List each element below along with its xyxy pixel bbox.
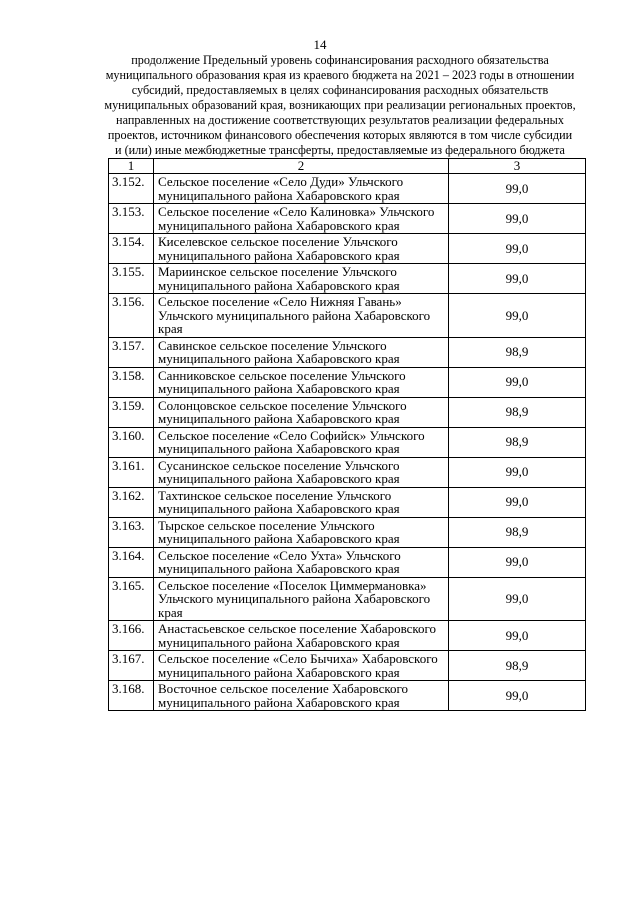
cofinancing-level: 98,9 [449,397,586,427]
table-row [109,397,586,427]
municipality-name: Сельское поселение «Село Бычиха» Хабаровского муниципального района Хабаровского края [154,651,449,681]
cofinancing-level: 99,0 [449,294,586,338]
row-number: 3.168. [109,681,154,711]
cofinancing-level: 98,9 [449,337,586,367]
row-number: 3.161. [109,457,154,487]
cofinancing-level: 98,9 [449,427,586,457]
row-number: 3.166. [109,621,154,651]
table-body [109,174,586,711]
cofinancing-level: 98,9 [449,651,586,681]
cofinancing-level: 99,0 [449,234,586,264]
municipality-name: Савинское сельское поселение Ульчского муниципального района Хабаровского края [154,337,449,367]
row-number: 3.152. [109,174,154,204]
cofinancing-level: 99,0 [449,577,586,621]
row-number: 3.164. [109,547,154,577]
table-heading [100,53,580,158]
column-header-number: 1 [109,159,154,174]
municipality-name: Мариинское сельское поселение Ульчского муниципального района Хабаровского края [154,264,449,294]
header-row [109,159,586,174]
row-number: 3.163. [109,517,154,547]
municipality-name: Санниковское сельское поселение Ульчского муниципального района Хабаровского края [154,367,449,397]
column-header-name: 2 [154,159,449,174]
table-row [109,294,586,338]
cofinancing-level: 99,0 [449,457,586,487]
municipality-name: Сельское поселение «Село Калиновка» Ульчского муниципального района Хабаровского края [154,204,449,234]
row-number: 3.160. [109,427,154,457]
row-number: 3.156. [109,294,154,338]
table-row [109,367,586,397]
cofinancing-level: 99,0 [449,621,586,651]
table-row [109,547,586,577]
table-row [109,427,586,457]
heading-line: проектов, источником финансового обеспечения которых являются в том числе субсидии [107,128,573,142]
row-number: 3.155. [109,264,154,294]
municipality-name: Сельское поселение «Поселок Циммермановка» Ульчского муниципального района Хабаровского края [154,577,449,621]
row-number: 3.158. [109,367,154,397]
row-number: 3.162. [109,487,154,517]
heading-line: муниципального образования края из краевого бюджета на 2021 – 2023 годы в отношении [105,68,575,82]
municipality-name: Киселевское сельское поселение Ульчского муниципального района Хабаровского края [154,234,449,264]
municipality-name: Тырское сельское поселение Ульчского муниципального района Хабаровского края [154,517,449,547]
row-number: 3.154. [109,234,154,264]
municipality-name: Солонцовское сельское поселение Ульчского муниципального района Хабаровского края [154,397,449,427]
municipality-name: Сельское поселение «Село Нижняя Гавань» Ульчского муниципального района Хабаровского края [154,294,449,338]
table-row [109,621,586,651]
municipality-name: Анастасьевское сельское поселение Хабаровского муниципального района Хабаровского края [154,621,449,651]
heading-line: муниципальных образований края, возникающих при реализации региональных проектов, [104,98,576,112]
table-row [109,264,586,294]
row-number: 3.157. [109,337,154,367]
row-number: 3.167. [109,651,154,681]
municipality-name: Восточное сельское поселение Хабаровского муниципального района Хабаровского края [154,681,449,711]
table-row [109,174,586,204]
cofinancing-level: 99,0 [449,487,586,517]
table-row [109,517,586,547]
cofinancing-level: 99,0 [449,204,586,234]
heading-line: и (или) иные межбюджетные трансферты, предоставляемые из федерального бюджета [115,143,565,157]
page-number: 14 [313,37,327,52]
heading-line: направленных на достижение соответствующих результатов реализации федеральных [116,113,564,127]
table-row [109,457,586,487]
subsidy-table [108,158,586,711]
municipality-name: Сусанинское сельское поселение Ульчского муниципального района Хабаровского края [154,457,449,487]
table-row [109,651,586,681]
municipality-name: Сельское поселение «Село Дуди» Ульчского муниципального района Хабаровского края [154,174,449,204]
table-row [109,337,586,367]
table-row [109,204,586,234]
municipality-name: Сельское поселение «Село Софийск» Ульчского муниципального района Хабаровского края [154,427,449,457]
cofinancing-level: 99,0 [449,367,586,397]
heading-line: субсидий, предоставляемых в целях софинансирования расходных обязательств [131,83,549,97]
table-row [109,234,586,264]
cofinancing-level: 99,0 [449,174,586,204]
heading-line: продолжение Предельный уровень софинансирования расходного обязательства [131,53,549,67]
row-number: 3.165. [109,577,154,621]
cofinancing-level: 99,0 [449,264,586,294]
row-number: 3.159. [109,397,154,427]
row-number: 3.153. [109,204,154,234]
table-row [109,577,586,621]
municipality-name: Сельское поселение «Село Ухта» Ульчского муниципального района Хабаровского края [154,547,449,577]
table-row [109,681,586,711]
cofinancing-level: 99,0 [449,681,586,711]
cofinancing-level: 99,0 [449,547,586,577]
column-header-value: 3 [449,159,586,174]
municipality-name: Тахтинское сельское поселение Ульчского муниципального района Хабаровского края [154,487,449,517]
cofinancing-level: 98,9 [449,517,586,547]
table-row [109,487,586,517]
